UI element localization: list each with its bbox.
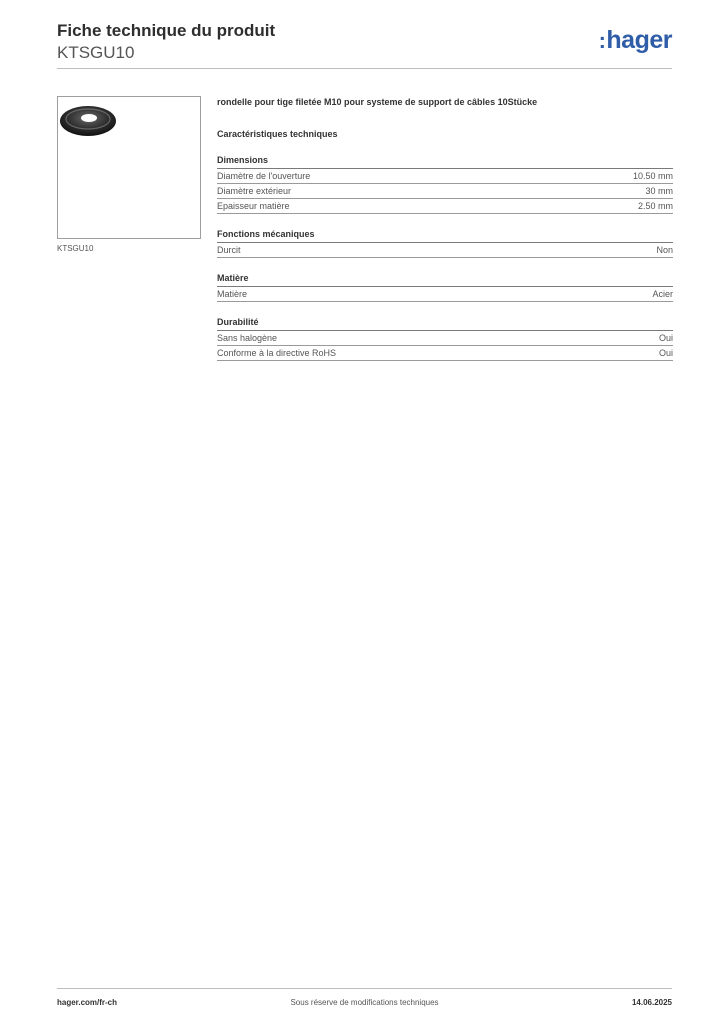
section-title: Durabilité — [217, 316, 673, 331]
product-details — [217, 96, 673, 361]
footer-divider — [57, 988, 672, 989]
spec-value: Oui — [658, 333, 673, 343]
spec-row — [217, 287, 673, 302]
spec-label: Diamètre extérieur — [217, 186, 292, 196]
spec-value: 10.50 mm — [632, 171, 673, 181]
logo-mark-icon: : — [598, 28, 606, 53]
spec-label: Conforme à la directive RoHS — [217, 348, 337, 358]
spec-value: Acier — [652, 289, 673, 299]
spec-value: 2.50 mm — [637, 201, 673, 211]
spec-row — [217, 331, 673, 346]
spec-value: 30 mm — [645, 186, 673, 196]
washer-icon — [58, 97, 202, 240]
section-title: Dimensions — [217, 154, 673, 169]
spec-row — [217, 199, 673, 214]
section-title: Matière — [217, 272, 673, 287]
spec-label: Matière — [217, 289, 248, 299]
section-dimensions — [217, 154, 673, 214]
product-description: rondelle pour tige filetée M10 pour systeme de support de câbles 10Stücke — [217, 97, 538, 107]
logo-text: hager — [606, 26, 672, 54]
spec-row — [217, 169, 673, 184]
spec-label: Diamètre de l'ouverture — [217, 171, 311, 181]
spec-label: Sans halogène — [217, 333, 278, 343]
spec-row — [217, 243, 673, 258]
hager-logo — [599, 26, 672, 55]
section-title: Fonctions mécaniques — [217, 228, 673, 243]
section-material — [217, 272, 673, 302]
product-reference: KTSGU10 — [57, 43, 135, 62]
page-header — [57, 20, 672, 70]
spec-value: Non — [656, 245, 673, 255]
document-title: Fiche technique du produit — [57, 21, 276, 40]
product-image — [57, 96, 201, 239]
spec-label: Durcit — [217, 245, 241, 255]
spec-row — [217, 184, 673, 199]
website-link[interactable]: hager.com/fr-ch — [57, 998, 118, 1007]
disclaimer-text: Sous réserve de modifications techniques — [290, 998, 439, 1007]
document-date: 14.06.2025 — [631, 998, 672, 1007]
section-durability — [217, 316, 673, 361]
section-mechanical-functions — [217, 228, 673, 258]
spec-label: Epaisseur matière — [217, 201, 290, 211]
spec-row — [217, 346, 673, 361]
spec-value: Oui — [658, 348, 673, 358]
header-divider — [57, 68, 672, 69]
image-caption: KTSGU10 — [57, 244, 94, 253]
technical-characteristics-title: Caractéristiques techniques — [217, 129, 338, 139]
